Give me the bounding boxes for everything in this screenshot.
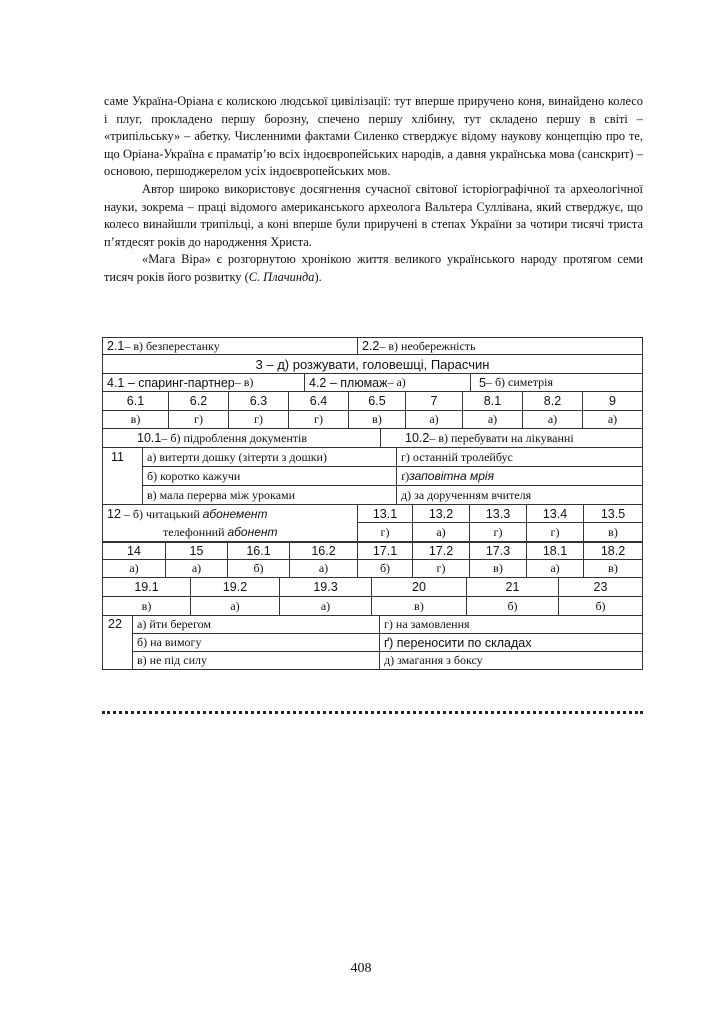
- table-cell: [103, 374, 305, 391]
- table-cell: [397, 467, 642, 485]
- table-cell: б) на вимогу: [133, 634, 380, 651]
- table-cell: а): [191, 597, 280, 615]
- table-row: [143, 486, 642, 504]
- table-cell: д) змагання з боксу: [384, 653, 483, 667]
- table-row: [103, 392, 642, 411]
- table-cell: 3 – д) розжувати, головешці, Парасчин: [255, 356, 490, 372]
- table-cell: б): [467, 597, 559, 615]
- table-cell: г) на замовлення: [384, 617, 470, 631]
- table-cell: 8.1: [463, 392, 523, 410]
- table-cell: 8.2: [523, 392, 583, 410]
- table-cell: в) не під силу: [133, 652, 380, 669]
- table-cell: г): [289, 411, 349, 428]
- table-cell: 23: [593, 580, 608, 594]
- table-cell: 9: [609, 394, 616, 408]
- table-cell: 17.3: [470, 543, 527, 559]
- table-row: [358, 505, 642, 523]
- table-cell: г): [527, 523, 584, 542]
- cell-italic-text: абонент: [227, 525, 278, 539]
- paragraph-3-end: ).: [314, 269, 322, 284]
- table-cell: а): [103, 560, 166, 577]
- table-cell: 13.2: [413, 505, 470, 522]
- table-cell: 17.1: [358, 543, 413, 559]
- question-12-line-1: [107, 507, 268, 522]
- table-cell: [103, 338, 358, 354]
- cell-text: – в) необережність: [379, 338, 476, 353]
- table-cell: а): [463, 411, 523, 428]
- table-cell: а): [607, 412, 618, 426]
- table-cell: 6.1: [103, 392, 169, 410]
- table-cell: 18.2: [600, 544, 626, 558]
- table-cell: а): [290, 560, 358, 577]
- table-cell: 6.5: [349, 392, 406, 410]
- dotted-divider: [102, 711, 643, 714]
- page-number: 408: [350, 961, 372, 976]
- table-cell: г): [358, 523, 413, 542]
- table-row-group-22: [103, 616, 642, 669]
- table-cell: [305, 374, 471, 391]
- table-cell: 14: [103, 543, 166, 559]
- cell-text: – б) симетрія: [485, 375, 553, 389]
- table-row: [103, 560, 642, 578]
- cell-text: – в) перебувати на лікуванні: [429, 430, 574, 445]
- table-cell: в): [372, 597, 467, 615]
- table-row: [143, 448, 642, 467]
- table-cell: д) за дорученням вчителя: [401, 487, 532, 502]
- cell-text: – в): [234, 375, 254, 389]
- question-number: 11: [103, 448, 143, 504]
- table-cell: в): [470, 560, 527, 577]
- table-cell: а): [527, 560, 584, 577]
- table-cell: б) коротко кажучи: [143, 467, 397, 485]
- paragraph-2: Автор широко використовує досягнення сучасної світової історіографічної та археологічної науки, зокрема – праці відомого американського археолога Вальтера Суллівана, який стверджує, що колесо винайшли трипільці, а коні вперше були приручені в степах України за чотири тисячі триста п’ятдесят років до народження Христа.: [104, 181, 643, 249]
- cell-text: – в) безперестанку: [124, 338, 220, 353]
- paragraph-3-main: «Мага Віра» є розгорнутою хронікою життя великого українського народу протягом семи тисяч років його розвитку (: [104, 252, 643, 284]
- table-cell: а) витерти дошку (зітерти з дошки): [143, 448, 397, 466]
- table-cell: а): [523, 411, 583, 428]
- table-row: [133, 616, 642, 634]
- table-cell: в): [608, 525, 618, 539]
- table-cell: б): [595, 598, 606, 613]
- table-cell: 19.3: [280, 578, 372, 596]
- table-row: [103, 542, 642, 560]
- cell-text: ґ): [401, 468, 410, 483]
- cell-number: 2.2: [362, 339, 380, 353]
- citation-author: С. Плачинда: [248, 269, 315, 284]
- table-cell: в): [103, 597, 191, 615]
- table-cell: б): [358, 560, 413, 577]
- table-cell: а): [406, 411, 463, 428]
- table-cell: 19.2: [191, 578, 280, 596]
- cell-text: телефонний: [163, 525, 228, 539]
- table-cell: а): [413, 523, 470, 542]
- cell-number: 10.2: [405, 431, 430, 445]
- table-row: [103, 597, 642, 616]
- table-cell: 6.3: [229, 392, 289, 410]
- table-cell: [381, 429, 642, 447]
- table-cell: б): [228, 560, 290, 577]
- table-cell: г): [169, 411, 229, 428]
- table-cell: 16.2: [290, 543, 358, 559]
- cell-number: 4.1 – спаринг-партнер: [107, 375, 235, 390]
- table-cell: в): [349, 411, 406, 428]
- table-cell: г): [229, 411, 289, 428]
- table-row: [103, 374, 642, 392]
- cell-italic-text: абонемент: [202, 507, 268, 521]
- table-cell: 13.3: [470, 505, 527, 522]
- answer-key-table: [102, 337, 643, 670]
- table-row: [103, 338, 642, 355]
- paragraph-3: [104, 251, 643, 286]
- paragraph-1: саме Україна-Оріана є колискою людської цивілізації: тут вперше приручено коня, винайдено колесо і плуг, прокладено першу борозну, спечено першу хлібину, тут складено першу в світі – «трипільську» – абетку. Численними фактами Силенко стверджує відому наукову концепцію про те, що Оріана-Україна є праматір’ю всіх індоєвропейських народів, а давня українська мова (санскрит) – основою, першоджерелом усіх індоєвропейських мов.: [104, 94, 643, 179]
- table-cell: 6.4: [289, 392, 349, 410]
- cell-number: 5: [479, 375, 486, 390]
- table-cell: г): [470, 523, 527, 542]
- question-12-line-2: [163, 525, 277, 540]
- table-row: [358, 523, 642, 542]
- table-cell: [358, 338, 642, 354]
- cell-text: – б) підроблення документів: [161, 430, 307, 445]
- table-cell: а): [280, 597, 372, 615]
- table-cell: 19.1: [103, 578, 191, 596]
- table-cell: г) останній тролейбус: [401, 449, 513, 464]
- table-cell: в): [103, 411, 169, 428]
- table-cell: 7: [406, 392, 463, 410]
- table-cell: 20: [372, 578, 467, 596]
- table-cell: 16.1: [228, 543, 290, 559]
- table-cell: 13.5: [600, 506, 626, 521]
- table-cell: 13.1: [358, 505, 413, 522]
- cell-text: – а): [387, 375, 406, 389]
- cell-italic-text: заповітна мрія: [409, 469, 494, 483]
- table-cell: а): [166, 560, 228, 577]
- body-text: [104, 93, 643, 287]
- table-row: [103, 429, 642, 448]
- table-cell: 6.2: [169, 392, 229, 410]
- table-cell: 15: [166, 543, 228, 559]
- table-cell: а) йти берегом: [133, 616, 380, 633]
- cell-text: – б) читацький: [120, 507, 203, 521]
- question-12-cell: [103, 505, 358, 542]
- table-row-group-11: [103, 448, 642, 505]
- table-row: [133, 652, 642, 669]
- table-cell: 13.4: [527, 505, 584, 522]
- table-cell: г): [413, 560, 470, 577]
- table-row: [143, 467, 642, 486]
- cell-number: 10.1: [137, 431, 162, 445]
- table-cell: 18.1: [527, 543, 584, 559]
- question-number: 22: [103, 616, 133, 669]
- question-number: 12: [107, 507, 121, 521]
- cell-number: 4.2 – плюмаж: [309, 375, 388, 390]
- table-cell: [103, 429, 381, 447]
- table-row: [103, 355, 642, 374]
- table-row: [103, 578, 642, 597]
- table-cell: 21: [467, 578, 559, 596]
- table-row: [103, 411, 642, 429]
- cell-number: 2.1: [107, 339, 125, 353]
- table-row-group-12: [103, 505, 642, 542]
- table-cell: в): [608, 561, 618, 575]
- table-cell: ґ) переносити по складах: [384, 635, 532, 650]
- table-cell: [471, 374, 642, 391]
- table-row: [133, 634, 642, 652]
- table-cell: в) мала перерва між уроками: [143, 486, 397, 504]
- table-cell: 17.2: [413, 543, 470, 559]
